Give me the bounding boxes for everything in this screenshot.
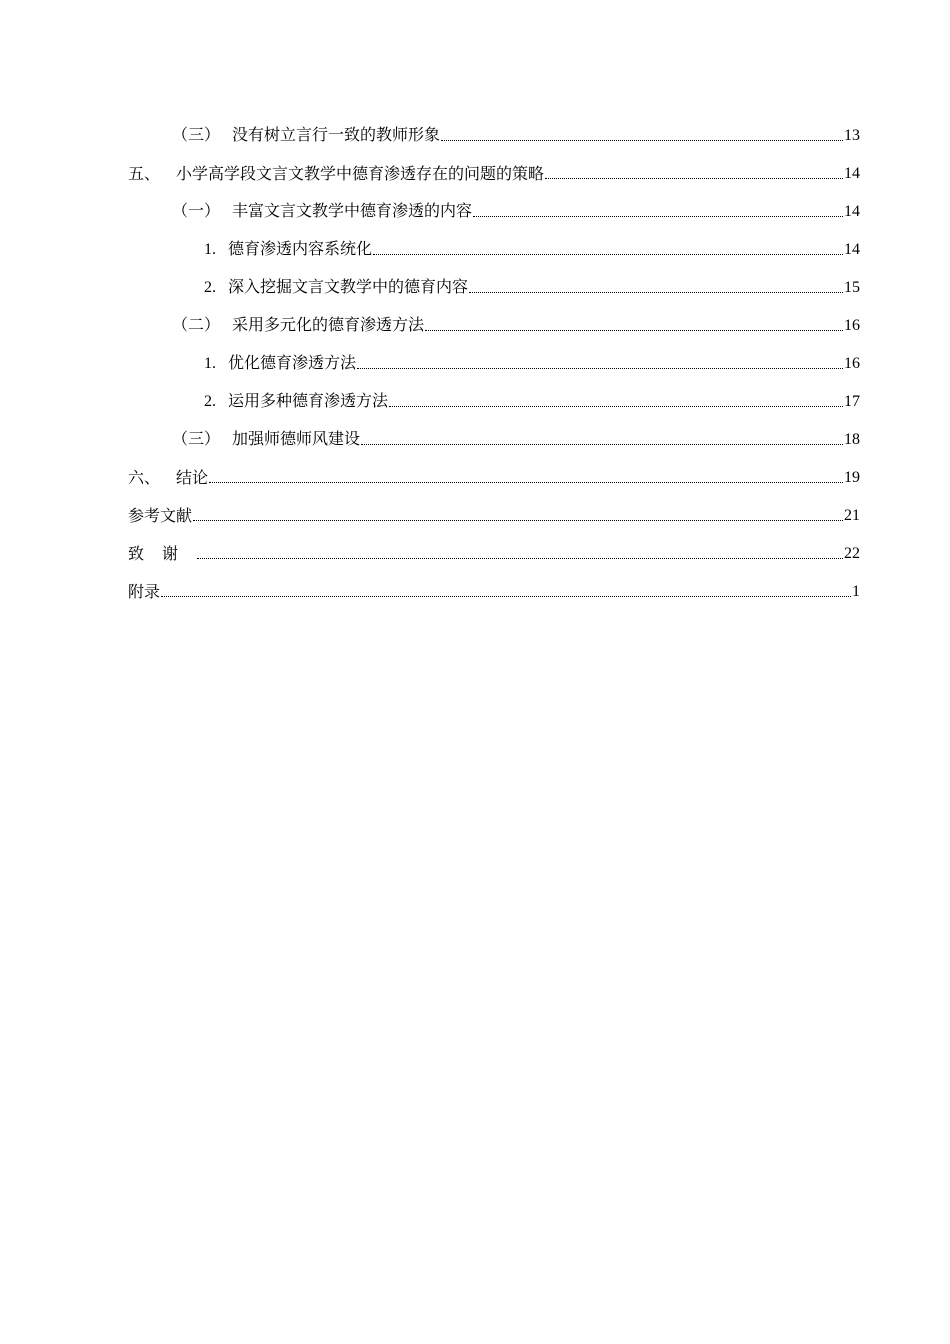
toc-entry-page: 14 xyxy=(844,203,860,220)
toc-entry-title: 丰富文言文教学中德育渗透的内容 xyxy=(232,203,473,220)
toc-entry[interactable] xyxy=(128,374,860,412)
dot-leader xyxy=(161,596,851,597)
toc-entry-page: 16 xyxy=(844,317,860,334)
dot-leader xyxy=(389,406,843,407)
toc-entry-title: 没有树立言行一致的教师形象 xyxy=(232,127,441,144)
dot-leader xyxy=(193,520,843,521)
toc-entry-number: （一） xyxy=(172,203,221,220)
toc-entry-title: 小学高学段文言文教学中德育渗透存在的问题的策略 xyxy=(176,164,545,183)
toc-entry-page: 14 xyxy=(844,165,860,182)
toc-entry-page: 18 xyxy=(844,431,860,448)
toc-entry[interactable] xyxy=(128,260,860,298)
toc-entry-page: 16 xyxy=(844,355,860,372)
toc-entry-title: 深入挖掘文言文教学中的德育内容 xyxy=(228,279,469,296)
table-of-contents xyxy=(128,108,860,602)
toc-entry-number: 2. xyxy=(204,393,216,410)
toc-entry-title: 结论 xyxy=(176,468,209,487)
toc-entry-number: 六、 xyxy=(128,468,161,487)
dot-leader xyxy=(441,140,843,141)
toc-entry-title: 附录 xyxy=(128,582,161,601)
toc-entry-number: 1. xyxy=(204,241,216,258)
toc-entry-page: 13 xyxy=(844,127,860,144)
dot-leader xyxy=(425,330,843,331)
toc-entry-title: 参考文献 xyxy=(128,506,193,525)
toc-entry[interactable] xyxy=(128,488,860,526)
toc-entry-title: 德育渗透内容系统化 xyxy=(228,241,373,258)
dot-leader xyxy=(473,216,843,217)
dot-leader xyxy=(373,254,843,255)
dot-leader xyxy=(209,482,843,483)
dot-leader xyxy=(545,178,843,179)
toc-entry-page: 21 xyxy=(844,507,860,524)
toc-entry[interactable] xyxy=(128,336,860,374)
toc-entry-title: 加强师德师风建设 xyxy=(232,431,361,448)
toc-entry[interactable] xyxy=(128,222,860,260)
toc-entry-page: 15 xyxy=(844,279,860,296)
toc-entry-number: （二） xyxy=(172,317,221,334)
dot-leader xyxy=(361,444,843,445)
toc-entry-title: 优化德育渗透方法 xyxy=(228,355,357,372)
toc-entry-number: 1. xyxy=(204,355,216,372)
toc-entry-number: （三） xyxy=(172,127,221,144)
toc-entry-title: 运用多种德育渗透方法 xyxy=(228,393,389,410)
toc-entry-number: （三） xyxy=(172,431,221,448)
toc-entry-page: 22 xyxy=(844,545,860,562)
toc-entry[interactable] xyxy=(128,146,860,184)
toc-entry-title: 采用多元化的德育渗透方法 xyxy=(232,317,425,334)
toc-entry-number: 2. xyxy=(204,279,216,296)
toc-entry[interactable] xyxy=(128,526,860,564)
toc-entry[interactable] xyxy=(128,450,860,488)
toc-entry-number: 五、 xyxy=(128,164,161,183)
toc-entry-page: 1 xyxy=(852,583,860,600)
toc-entry[interactable] xyxy=(128,108,860,146)
toc-entry-page: 19 xyxy=(844,469,860,486)
toc-entry-page: 17 xyxy=(844,393,860,410)
toc-entry[interactable] xyxy=(128,184,860,222)
dot-leader xyxy=(357,368,843,369)
toc-entry[interactable] xyxy=(128,564,860,602)
dot-leader xyxy=(469,292,843,293)
toc-entry-title: 致谢 xyxy=(128,544,197,563)
toc-entry[interactable] xyxy=(128,298,860,336)
toc-entry[interactable] xyxy=(128,412,860,450)
dot-leader xyxy=(197,558,843,559)
toc-entry-page: 14 xyxy=(844,241,860,258)
